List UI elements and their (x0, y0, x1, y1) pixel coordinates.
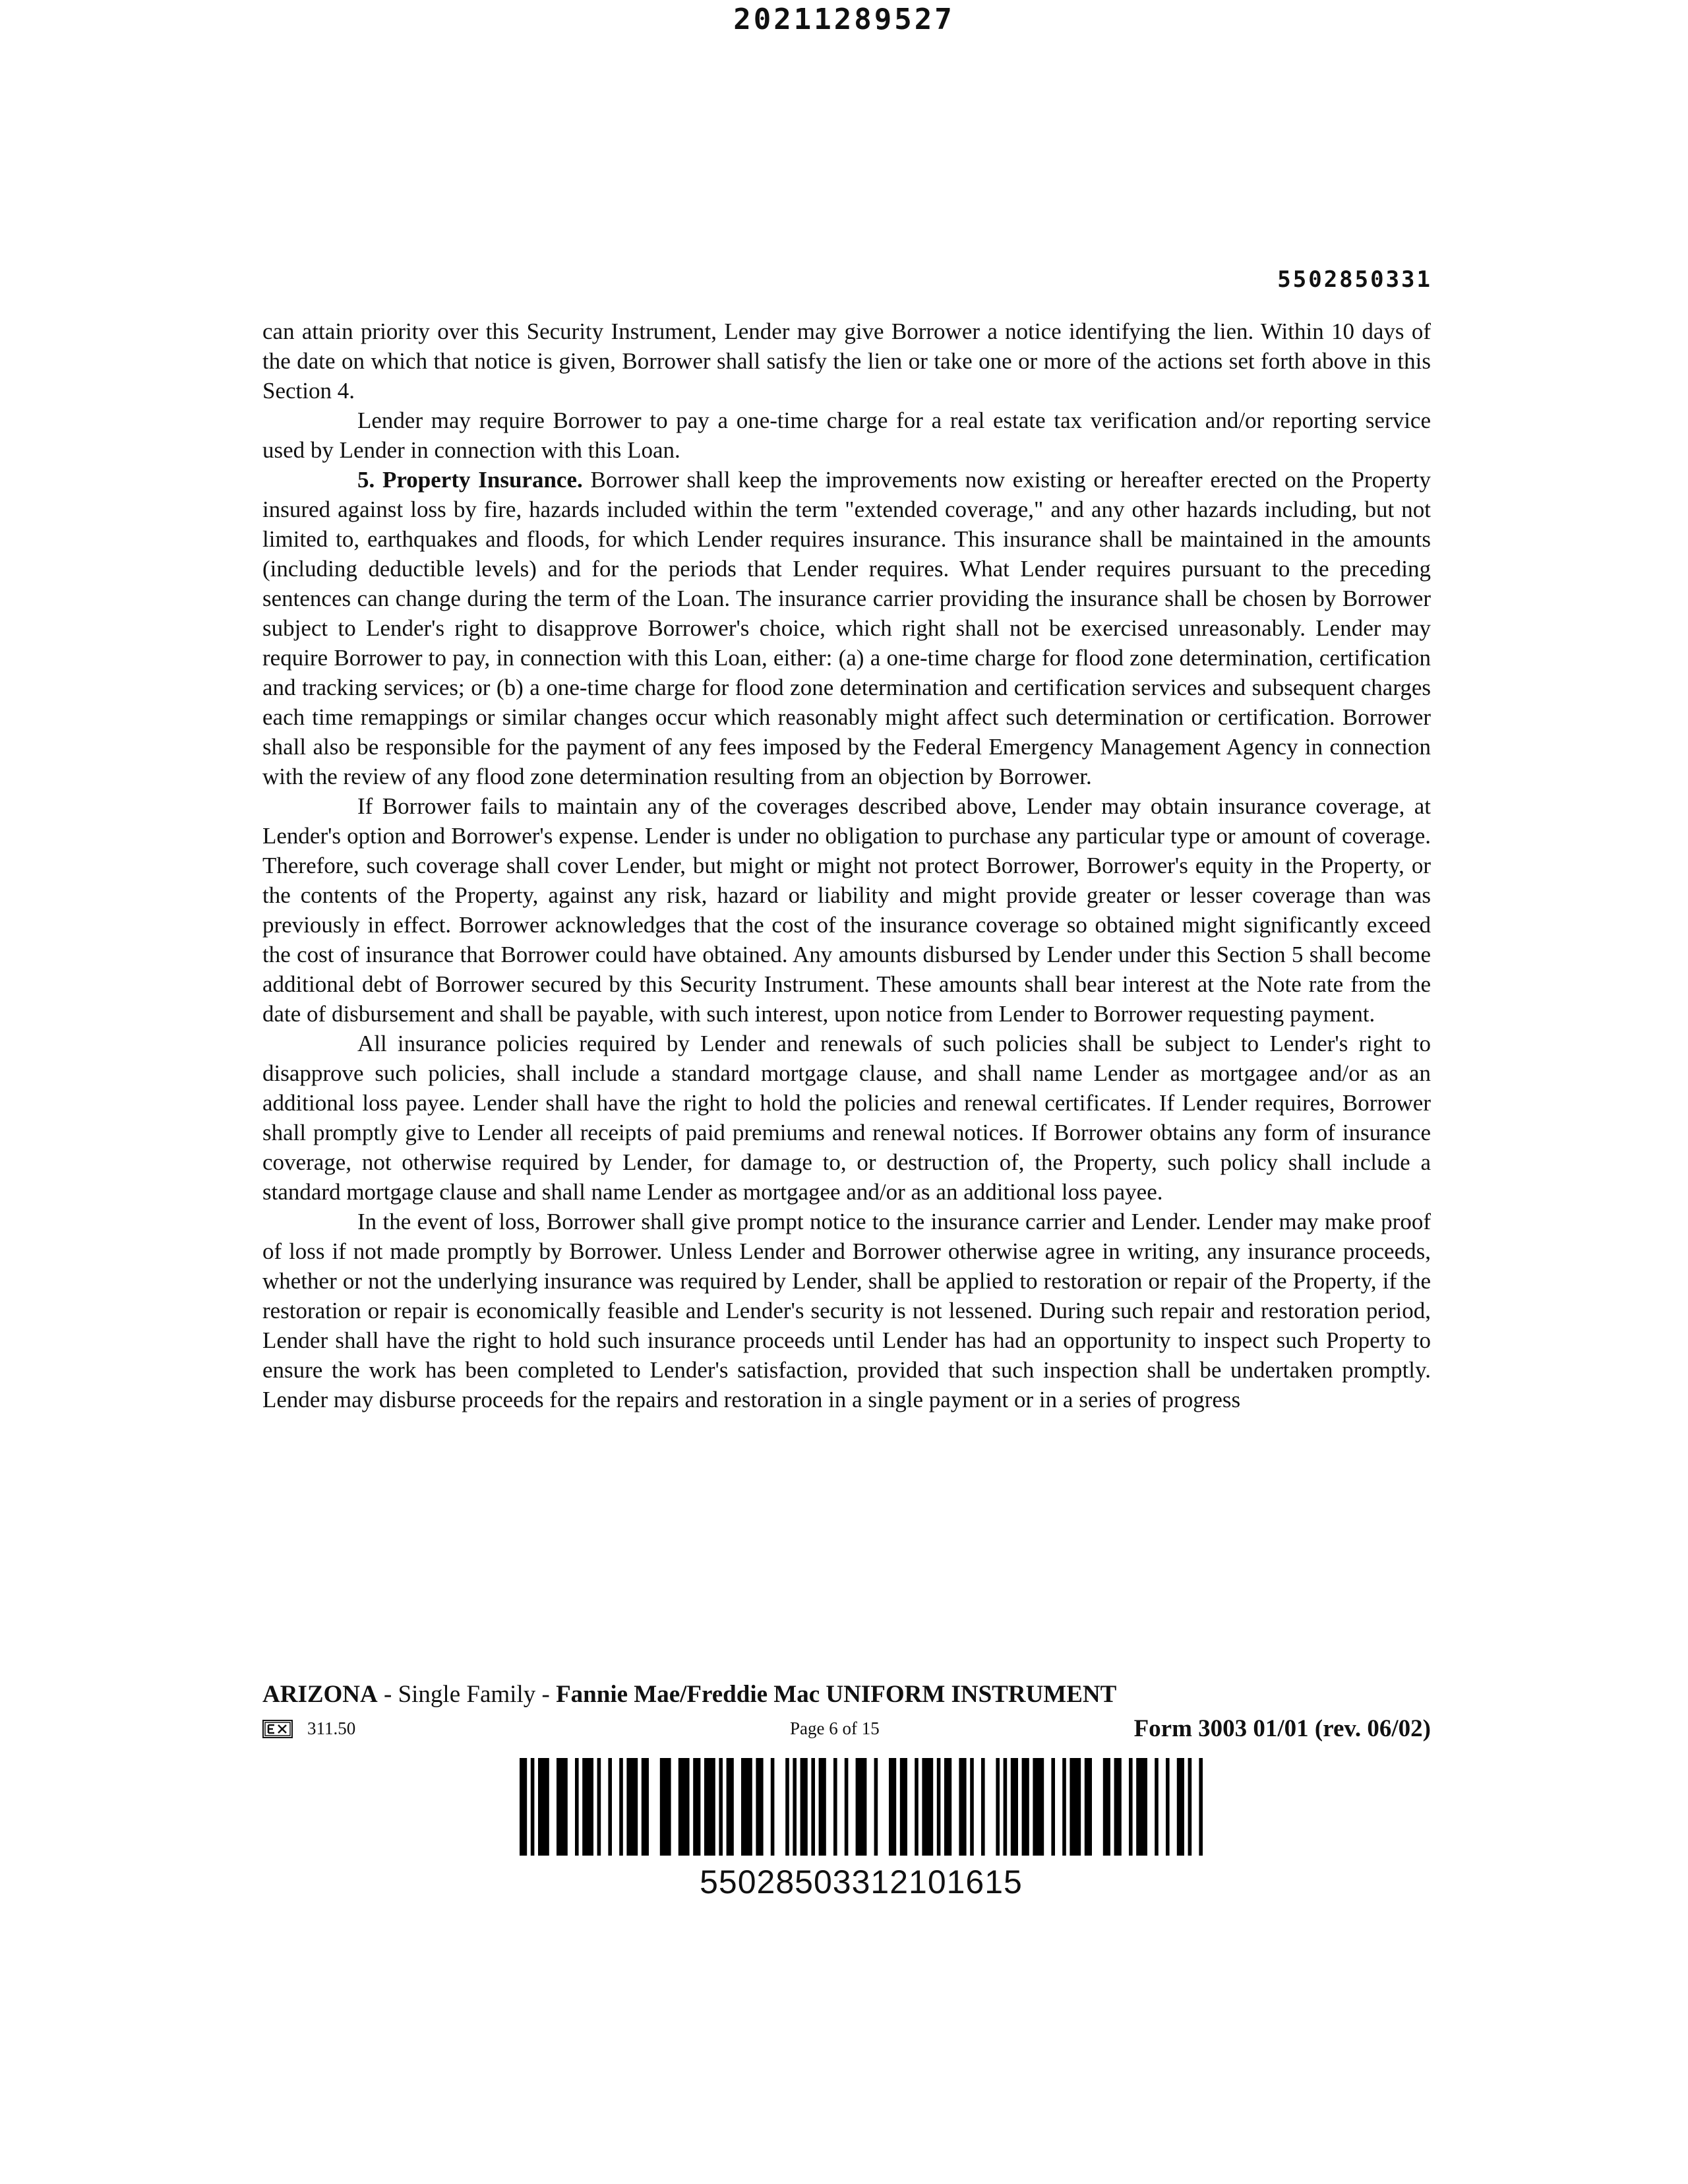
barcode-bar (1166, 1758, 1170, 1856)
paragraph-tax-verification: Lender may require Borrower to pay a one-time charge for a real estate tax verification and/or reporting service used by Lender in connection with this Loan. (262, 408, 1431, 463)
barcode-bar (1011, 1758, 1018, 1856)
barcode-bar (811, 1758, 815, 1856)
form-title: ARIZONA - Single Family - Fannie Mae/Freddie Mac UNIFORM INSTRUMENT (262, 1681, 1117, 1708)
recording-number: 20211289527 (733, 3, 955, 36)
barcode-bar (520, 1758, 527, 1856)
barcode-bar (642, 1758, 649, 1856)
paragraph-insurance-policies: All insurance policies required by Lender and renewals of such policies shall be subject to Lender's right to disapprove such policies, shall include a standard mortgage clause, and shall name Lender as mortgagee and/or as an additional loss payee. Lender shall have the right to hold the policies and renewal certificates. If Lender requires, Borrower shall promptly give to Lender all receipts of paid premiums and renewal notices. If Borrower obtains any form of insurance coverage, not otherwise required by Lender, for damage to, or destruction of, the Property, such policy shall include a standard mortgage clause and shall name Lender as mortgagee and/or as an additional loss payee. (262, 1031, 1431, 1205)
barcode-bar (1199, 1758, 1203, 1856)
barcode-bar (619, 1758, 623, 1856)
barcode-bar (597, 1758, 601, 1856)
barcode-bar (557, 1758, 568, 1856)
barcode (520, 1758, 1203, 1856)
barcode-number: 55028503312101615 (700, 1864, 1023, 1900)
form-footer-row (262, 1714, 1431, 1744)
form-instrument: Fannie Mae/Freddie Mac UNIFORM INSTRUMENT (556, 1681, 1117, 1708)
barcode-bar (1070, 1758, 1081, 1856)
barcode-bar (793, 1758, 797, 1856)
barcode-bar (1103, 1758, 1110, 1856)
section-heading: 5. Property Insurance. (357, 467, 583, 493)
barcode-bar (727, 1758, 734, 1856)
barcode-bar (1085, 1758, 1092, 1856)
barcode-bar (575, 1758, 579, 1856)
barcode-bar (1114, 1758, 1122, 1856)
barcode-bar (1136, 1758, 1147, 1856)
ex-logo-icon (262, 1720, 293, 1738)
form-code-number: 311.50 (307, 1718, 356, 1738)
document-body (262, 317, 1431, 1414)
form-family: Single Family (398, 1681, 536, 1708)
barcode-bar (874, 1758, 878, 1856)
barcode-bar (845, 1758, 849, 1856)
barcode-bar (1062, 1758, 1066, 1856)
barcode-bar (660, 1758, 671, 1856)
form-number: Form 3003 01/01 (rev. 06/02) (1133, 1715, 1431, 1742)
barcode-bar (819, 1758, 826, 1856)
barcode-bar (833, 1758, 837, 1856)
barcode-bar (608, 1758, 612, 1856)
barcode-bar (856, 1758, 867, 1856)
barcode-bar (1155, 1758, 1159, 1856)
barcode-bar (970, 1758, 974, 1856)
barcode-bar (889, 1758, 896, 1856)
barcode-bar (704, 1758, 715, 1856)
paragraph-lien-priority: can attain priority over this Security Instrument, Lender may give Borrower a notice identifying the lien. Within 10 days of the date on which that notice is given, Borrower shall satisfy the lien or take one or more of the actions set forth above in this Section 4. (262, 318, 1431, 404)
barcode-bar (1004, 1758, 1008, 1856)
barcode-bar (959, 1758, 966, 1856)
form-code (262, 1718, 355, 1739)
barcode-bar (756, 1758, 763, 1856)
barcode-bar (1022, 1758, 1029, 1856)
barcode-bar (1033, 1758, 1044, 1856)
barcode-bar (922, 1758, 933, 1856)
barcode-bar (531, 1758, 535, 1856)
barcode-bar (678, 1758, 690, 1856)
barcode-bar (981, 1758, 985, 1856)
barcode-bar (719, 1758, 723, 1856)
page-number: Page 6 of 15 (790, 1718, 880, 1738)
barcode-bar (1051, 1758, 1055, 1856)
form-state: ARIZONA (262, 1681, 378, 1708)
paragraph-text: Borrower shall keep the improvements now existing or hereafter erected on the Property insured against loss by fire, hazards included within the term "extended coverage," and any other hazards including, but not limited to, earthquakes and floods, for which Lender requires insurance. This insurance shall be maintained in the amounts (including deductible levels) and for the periods that Lender requires. What Lender requires pursuant to the preceding sentences can change during the term of the Loan. The insurance carrier providing the insurance shall be chosen by Borrower subject to Lender's right to disapprove Borrower's choice, which right shall not be exercised unreasonably. Lender may require Borrower to pay, in connection with this Loan, either: (a) a one-time charge for flood zone determination, certification and tracking services; or (b) a one-time charge for flood zone determination and certification services and subsequent charges each time remappings or similar changes occur which reasonably might affect such determination or certification. Borrower shall also be responsible for the payment of any fees imposed by the Federal Emergency Management Agency in connection with the review of any flood zone determination resulting from an objection by Borrower. (262, 467, 1432, 789)
loan-number: 5502850331 (1277, 266, 1432, 293)
barcode-bar (582, 1758, 593, 1856)
paragraph-property-insurance (262, 465, 1431, 791)
barcode-bar (937, 1758, 941, 1856)
barcode-bar (996, 1758, 1000, 1856)
barcode-bar (771, 1758, 775, 1856)
barcode-bar (915, 1758, 919, 1856)
barcode-bar (944, 1758, 951, 1856)
barcode-bar (626, 1758, 638, 1856)
paragraph-event-of-loss: In the event of loss, Borrower shall give prompt notice to the insurance carrier and Lender. Lender may make proof of loss if not made promptly by Borrower. Unless Lender and Borrower otherwise agree in writing, any insurance proceeds, whether or not the underlying insurance was required by Lender, shall be applied to restoration or repair of the Property, if the restoration or repair is economically feasible and Lender's security is not lessened. During such repair and restoration period, Lender shall have the right to hold such insurance proceeds until Lender has had an opportunity to inspect such Property to ensure the work has been completed to Lender's satisfaction, provided that such inspection shall be undertaken promptly. Lender may disburse proceeds for the repairs and restoration in a single payment or in a series of progress (262, 1209, 1431, 1412)
barcode-bar (785, 1758, 789, 1856)
barcode-bar (741, 1758, 752, 1856)
barcode-bar (1177, 1758, 1184, 1856)
barcode-bar (538, 1758, 549, 1856)
barcode-bar (800, 1758, 808, 1856)
barcode-bar (693, 1758, 700, 1856)
barcode-bar (1129, 1758, 1133, 1856)
barcode-bar (1188, 1758, 1192, 1856)
barcode-bar (900, 1758, 907, 1856)
paragraph-coverage-failure: If Borrower fails to maintain any of the coverages described above, Lender may obtain insurance coverage, at Lender's option and Borrower's expense. Lender is under no obligation to purchase any particular type or amount of coverage. Therefore, such coverage shall cover Lender, but might or might not protect Borrower, Borrower's equity in the Property, or the contents of the Property, against any risk, hazard or liability and might provide greater or lesser coverage than was previously in effect. Borrower acknowledges that the cost of the insurance coverage so obtained might significantly exceed the cost of insurance that Borrower could have obtained. Any amounts disbursed by Lender under this Section 5 shall become additional debt of Borrower secured by this Security Instrument. These amounts shall bear interest at the Note rate from the date of disbursement and shall be payable, with such interest, upon notice from Lender to Borrower requesting payment. (262, 793, 1431, 1027)
